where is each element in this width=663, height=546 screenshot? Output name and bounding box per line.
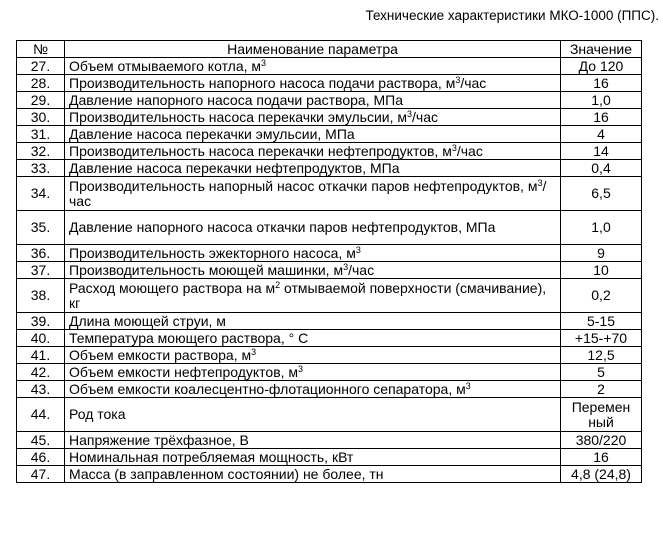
row-number: 45. [17, 432, 65, 449]
parameter-name [65, 330, 561, 347]
table-row [17, 381, 642, 398]
parameter-name [65, 449, 561, 466]
parameter-name-text: Производительность эжекторного насоса, м [69, 244, 356, 261]
parameter-name [65, 126, 561, 143]
parameter-value: 16 [561, 75, 642, 92]
row-number: 35. [17, 211, 65, 245]
parameter-name-text: Давление насоса перекачки эмульсии, МПа [69, 125, 355, 142]
unit-exponent: 3 [537, 177, 543, 188]
parameter-name-text: Длина моющей струи, м [69, 312, 226, 329]
row-number: 43. [17, 381, 65, 398]
parameter-value: 0,2 [561, 279, 642, 313]
row-number: 44. [17, 398, 65, 432]
row-number: 30. [17, 109, 65, 126]
table-row [17, 126, 642, 143]
parameter-name [65, 432, 561, 449]
parameter-value: 14 [561, 143, 642, 160]
parameter-name-text: Масса (в заправленном состоянии) не более, тн [69, 465, 384, 482]
parameter-name-text: Объем отмываемого котла, м [69, 57, 262, 74]
unit-exponent: 3 [355, 244, 361, 255]
table-row [17, 279, 642, 313]
table-row [17, 58, 642, 75]
parameter-value: 1,0 [561, 211, 642, 245]
row-number: 31. [17, 126, 65, 143]
row-number: 38. [17, 279, 65, 313]
table-body [17, 58, 642, 483]
parameter-name-text: Объем емкости раствора, м [69, 346, 252, 363]
row-number: 40. [17, 330, 65, 347]
parameter-name [65, 75, 561, 92]
parameter-value: 16 [561, 109, 642, 126]
unit-exponent: 3 [451, 142, 457, 153]
row-number: 32. [17, 143, 65, 160]
parameter-value: 9 [561, 245, 642, 262]
header-parameter-name: Наименование параметра [65, 41, 561, 58]
parameter-name [65, 245, 561, 262]
table-row [17, 330, 642, 347]
table-row [17, 364, 642, 381]
parameter-name-tail: отмываемой поверхности (смачивание), кг [69, 279, 547, 311]
parameter-name-text: Объем емкости коалесцентно-флотационного сепаратора, м [69, 380, 466, 397]
unit-exponent: 3 [465, 380, 471, 391]
row-number: 36. [17, 245, 65, 262]
row-number: 39. [17, 313, 65, 330]
row-number: 47. [17, 466, 65, 483]
row-number: 46. [17, 449, 65, 466]
table-row [17, 109, 642, 126]
parameter-value: 6,5 [561, 177, 642, 211]
unit-exponent: 3 [455, 74, 461, 85]
table-row [17, 75, 642, 92]
unit-exponent: 3 [261, 57, 267, 68]
parameter-name-text: Род тока [69, 406, 126, 422]
row-number: 29. [17, 92, 65, 109]
parameter-value: 10 [561, 262, 642, 279]
row-number: 41. [17, 347, 65, 364]
row-number: 42. [17, 364, 65, 381]
table-row [17, 347, 642, 364]
parameter-name-text: Напряжение трёхфазное, В [69, 431, 249, 448]
parameter-value: 0,4 [561, 160, 642, 177]
parameter-value: 4 [561, 126, 642, 143]
parameter-value: До 120 [561, 58, 642, 75]
table-row [17, 92, 642, 109]
row-number: 33. [17, 160, 65, 177]
table-row [17, 398, 642, 432]
parameter-name [65, 313, 561, 330]
table-header-row [17, 41, 642, 58]
table-row [17, 211, 642, 245]
parameter-value: Перемен ный [561, 398, 642, 432]
document-title: Технические характеристики МКО-1000 (ППС). [365, 8, 659, 23]
row-number: 37. [17, 262, 65, 279]
parameter-name [65, 143, 561, 160]
table-row [17, 143, 642, 160]
parameter-name [65, 109, 561, 126]
parameter-name [65, 262, 561, 279]
parameter-name-text: Производительность насоса перекачки эмульсии, м [69, 108, 408, 125]
parameter-name-tail: /час [456, 142, 483, 159]
table-row [17, 262, 642, 279]
table-row [17, 160, 642, 177]
header-number: № [17, 41, 65, 58]
parameter-name [65, 160, 561, 177]
header-value: Значение [561, 41, 642, 58]
parameter-name-tail: /час [412, 108, 439, 125]
parameter-value: 5-15 [561, 313, 642, 330]
parameter-name-text: Расход моющего раствора на м [69, 279, 276, 296]
row-number: 28. [17, 75, 65, 92]
parameter-name-text: Производительность напорный насос откачки паров нефтепродуктов, м [69, 177, 538, 194]
parameter-name-text: Объем емкости нефтепродуктов, м [69, 363, 299, 380]
parameter-name [65, 364, 561, 381]
unit-exponent: 3 [251, 346, 257, 357]
parameter-name-tail: /час [460, 74, 487, 91]
unit-exponent: 3 [407, 108, 413, 119]
table-row [17, 449, 642, 466]
parameter-name-text: Производительность напорного насоса подачи раствора, м [69, 74, 456, 91]
parameter-name-text: Номинальная потребляемая мощность, кВт [69, 448, 354, 465]
parameter-name [65, 177, 561, 211]
parameter-name-text: Производительность моющей машинки, м [69, 261, 344, 278]
parameter-name [65, 466, 561, 483]
parameter-name [65, 58, 561, 75]
parameter-name-text: Производительность насоса перекачки нефтепродуктов, м [69, 142, 452, 159]
parameter-name [65, 92, 561, 109]
parameter-name-text: Давление напорного насоса подачи раствора, МПа [69, 91, 403, 108]
row-number: 34. [17, 177, 65, 211]
parameter-name-tail: /час [348, 261, 375, 278]
parameter-name [65, 211, 561, 245]
table-row [17, 245, 642, 262]
row-number: 27. [17, 58, 65, 75]
parameter-name [65, 347, 561, 364]
parameter-value: 2 [561, 381, 642, 398]
parameter-name-text: Давление напорного насоса откачки паров нефтепродуктов, МПа [69, 219, 496, 235]
table-row [17, 432, 642, 449]
unit-exponent: 3 [343, 261, 349, 272]
unit-exponent: 3 [298, 363, 304, 374]
table-row [17, 313, 642, 330]
parameter-value: 16 [561, 449, 642, 466]
parameter-value: 12,5 [561, 347, 642, 364]
parameter-value: +15-+70 [561, 330, 642, 347]
table-row [17, 177, 642, 211]
parameter-value: 380/220 [561, 432, 642, 449]
parameter-name-text: Давление насоса перекачки нефтепродуктов, МПа [69, 159, 400, 176]
parameter-name [65, 398, 561, 432]
parameter-value: 1,0 [561, 92, 642, 109]
specifications-table [16, 40, 642, 483]
unit-exponent: 2 [275, 279, 281, 290]
parameter-name [65, 279, 561, 313]
parameter-name-text: Температура моющего раствора, ° С [69, 329, 309, 346]
table-row [17, 466, 642, 483]
parameter-value: 4,8 (24,8) [561, 466, 642, 483]
parameter-value: 5 [561, 364, 642, 381]
parameter-name [65, 381, 561, 398]
parameter-name-tail: /час [69, 177, 547, 209]
